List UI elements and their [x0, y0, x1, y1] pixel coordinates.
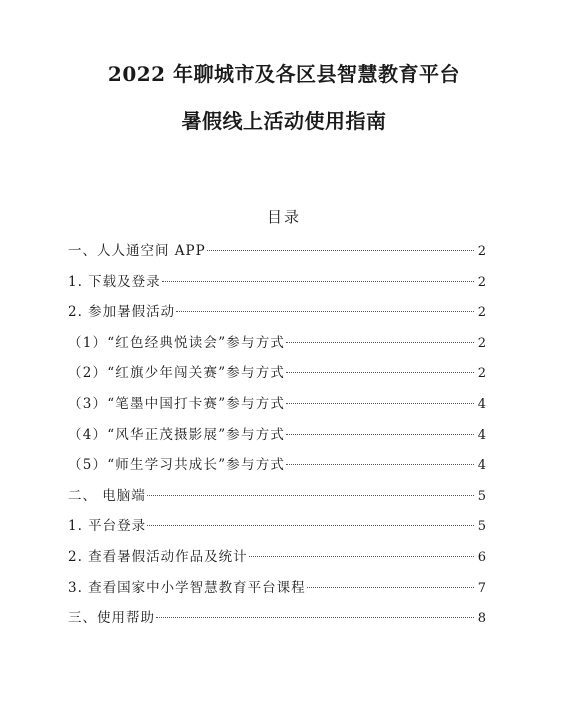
toc-dot-leader: [286, 434, 474, 435]
toc-entry[interactable]: [68, 450, 486, 481]
toc-entry-label: （1）“红色经典悦读会”参与方式: [68, 334, 286, 351]
toc-dot-leader: [147, 525, 474, 526]
toc-entry[interactable]: [68, 328, 486, 359]
toc-entry[interactable]: [68, 267, 486, 298]
toc-entry-page: 6: [477, 549, 486, 565]
toc-entry-page: 4: [477, 427, 486, 443]
toc-entry[interactable]: [68, 603, 486, 634]
toc-entry-page: 5: [477, 519, 486, 535]
toc-entry-label: 一、人人通空间 APP: [68, 243, 206, 259]
toc-entry-page: 2: [477, 244, 486, 259]
toc-entry[interactable]: [68, 236, 486, 267]
document-title-line-2: 暑假线上活动使用指南: [181, 109, 387, 133]
document-title-line-1: 2022 年聊城市及各区县智慧教育平台: [107, 62, 461, 86]
toc-dot-leader: [162, 281, 474, 282]
toc-dot-leader: [286, 464, 474, 465]
toc-dot-leader: [307, 587, 474, 588]
toc-entry-label: 2. 查看暑假活动作品及统计: [68, 548, 248, 565]
toc-entry[interactable]: [68, 511, 486, 542]
toc-entry-label: 2. 参加暑假活动: [68, 304, 176, 321]
toc-entry-label: 3. 查看国家中小学智慧教育平台课程: [68, 579, 306, 596]
toc-entry-page: 2: [477, 366, 486, 382]
toc-entry[interactable]: [68, 542, 486, 573]
toc-entry-label: 二、 电脑端: [68, 487, 146, 504]
toc-entry-page: 5: [477, 488, 486, 504]
toc-entry-page: 2: [477, 305, 486, 321]
toc-entry-label: 三、使用帮助: [68, 610, 155, 627]
toc-entry[interactable]: [68, 389, 486, 420]
toc-entry-page: 4: [477, 458, 486, 474]
toc-dot-leader: [286, 342, 474, 343]
toc-dot-leader: [286, 372, 474, 373]
toc-entry[interactable]: [68, 481, 486, 512]
toc-dot-leader: [249, 556, 474, 557]
toc-heading: 目录: [266, 208, 301, 226]
toc-entry-page: 8: [477, 611, 486, 627]
toc-entry-label: 1. 平台登录: [68, 518, 147, 535]
toc-dot-leader: [156, 617, 474, 618]
toc-entry-label: （5）“师生学习共成长”参与方式: [68, 457, 286, 474]
toc-entry-page: 2: [477, 274, 486, 290]
table-of-contents: [68, 236, 486, 634]
toc-entry-label: （3）“笔墨中国打卡赛”参与方式: [68, 395, 286, 412]
toc-dot-leader: [147, 495, 474, 496]
toc-entry-page: 7: [477, 580, 486, 596]
toc-entry[interactable]: [68, 573, 486, 604]
toc-dot-leader: [176, 311, 474, 312]
toc-entry-label: （2）“红旗少年闯关赛”参与方式: [68, 365, 286, 382]
toc-entry[interactable]: [68, 420, 486, 451]
toc-entry[interactable]: [68, 358, 486, 389]
toc-entry-page: 4: [477, 396, 486, 412]
toc-dot-leader: [207, 250, 474, 251]
toc-entry-label: （4）“风华正茂摄影展”参与方式: [68, 426, 286, 443]
toc-entry[interactable]: [68, 297, 486, 328]
toc-entry-page: 2: [477, 335, 486, 351]
toc-entry-label: 1. 下载及登录: [68, 273, 161, 290]
toc-dot-leader: [286, 403, 474, 404]
